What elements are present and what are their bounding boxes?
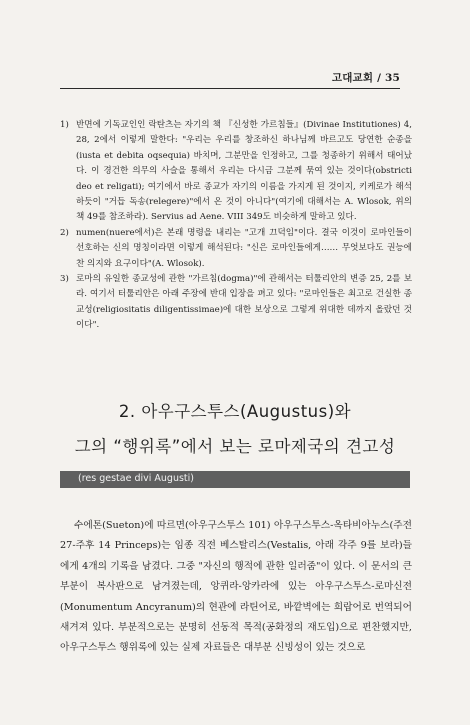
section-subtitle: (res gestae divi Augusti) <box>78 473 194 484</box>
body-text <box>60 516 412 659</box>
footnote-number: 1) <box>60 120 69 130</box>
footnote-2 <box>60 226 412 272</box>
footnote-3 <box>60 272 412 334</box>
subtitle-banner <box>60 471 410 488</box>
footnote-text: numen(nuere에서)은 본래 명령을 내리는 "고개 끄덕임"이다. 결국 이것이 로마인들이 선호하는 신의 명칭이라면 이렇게 해석된다: "신은 로마인들에게…… 무엇보다도 권능에 찬 의지와 요구이다"(A. Wlosok). <box>76 227 412 269</box>
running-header <box>60 70 400 89</box>
section-title-line-1: 2. 아우구스투스(Augustus)와 <box>118 402 352 421</box>
footnote-text: 반면에 기독교인인 락탄츠는 자기의 책 『신성한 가르침들』(Divinae Institutiones) 4, 28, 2에서 이렇게 말한다: "우리는 우리를 창조하신 하나님께 바르고도 당연한 순종을(iusta et debita oqsequia) 바치며, 그분만을 인정하고, 그를 청종하기 위해서 태어났다. 이 경건한 의무의 사슬을 통해서 우리는 다시금 그분께 묶여 있는 것이다(obstricti deo et religati); 여기에서 바로 종교가 자기의 이름을 가지게 된 것이지, 키케로가 해석하듯이 "거듭 독송(relegere)"에서 온 것이 아니다"(여기에 대해서는 A. Wlosok, 위의 책 49를 참조하라). Servius ad Aene. VIII 349도 비슷하게 말하고 있다. <box>76 120 412 223</box>
footnote-number: 3) <box>60 274 69 285</box>
footnote-number: 2) <box>60 227 69 238</box>
footnote-1 <box>60 118 412 226</box>
section-title-line-2: 그의 “행위록”에서 보는 로마제국의 견고성 <box>74 437 396 456</box>
running-title: 고대교회 / 35 <box>331 72 400 84</box>
body-paragraph: 수에톤(Sueton)에 따르면(아우구스투스 101) 아우구스투스-옥타비아누스(주전 27-주후 14 Princeps)는 임종 직전 베스탈리스(Vestalis, 아래 각주 9를 보라)들에게 4개의 기록을 남겼다. 그중 "자신의 행적에 관한 일러줌"이 있다. 이 문서의 큰 부분이 복사판으로 남겨졌는데, 앙퀴라-앙카라에 있는 아우구스투스-로마신전(Monumentum Ancyranum)의 현관에 라틴어로, 바깥벽에는 희랍어로 번역되어 새겨져 있다. 부분적으로는 분명히 선동적 목적(공화정의 재도입)으로 편찬했지만, 아우구스투스 행위록에 있는 실제 자료들은 대부분 신빙성이 있는 것으로 <box>60 520 412 654</box>
footnote-text: 로마의 유일한 종교성에 관한 "가르침(dogma)"에 관해서는 터툴리안의 변증 25, 2를 보라. 여기서 터툴리안은 아래 주장에 반대 입장을 펴고 있다: "로마인들은 최고로 건실한 종교성(religiositatis diligentissimae)에 대한 보상으로 그렇게 위대한 데까지 올랐던 것이다". <box>76 274 412 331</box>
footnotes <box>60 118 412 334</box>
